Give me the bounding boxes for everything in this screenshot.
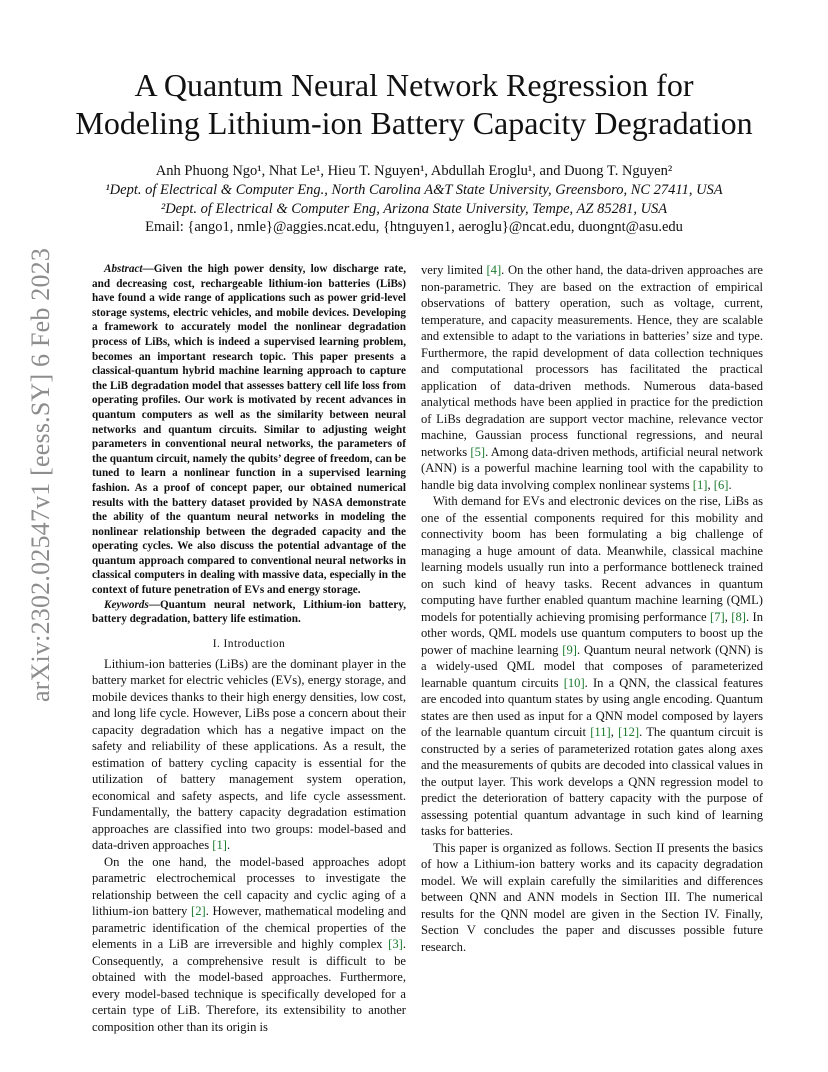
keywords-text: —Quantum neural network, Lithium-ion battery, battery degradation, battery life estimation.	[92, 598, 406, 626]
paragraph-text: ,	[724, 609, 732, 624]
citation-link[interactable]: [6]	[713, 477, 729, 492]
citation-link[interactable]: [11]	[590, 725, 611, 739]
paragraph-text: On the one hand, the model-based approaches adopt parametric electrochemical processes to investigate the relationship between the cell capacity and cyclic aging of a lithium-ion battery	[92, 854, 406, 919]
paragraph-text: This paper is organized as follows. Section II presents the basics of how a Lithium-ion battery works and its capacity degradation model. We will explain carefully the similarities and differences between QNN and ANN models in Section III. The numerical results for the QNN model are given in the Section IV. Finally, Section V concludes the paper and discusses possible future research.	[421, 840, 763, 954]
paragraph-text: .	[226, 838, 231, 853]
citation-link[interactable]: [7]	[710, 609, 725, 624]
title-line-1: A Quantum Neural Network Regression for	[134, 67, 694, 103]
paragraph	[421, 493, 763, 840]
citation-link[interactable]: [10]	[563, 675, 585, 690]
arxiv-id: arXiv:2302.02547v1 [eess.SY] 6 Feb 2023	[26, 247, 55, 703]
paragraph	[421, 840, 763, 956]
citation-link[interactable]: [2]	[191, 904, 206, 919]
paragraph-text: .	[728, 477, 732, 492]
section-heading-introduction: I. Introduction	[212, 637, 286, 650]
paragraph-text: . Among data-driven methods, artificial neural network (ANN) is a powerful machine learning tool with the capability to handle big data involving complex nonlinear systems	[421, 444, 763, 492]
paragraph-text: . In other words, QML models use quantum computers to boost up the power of machine learning	[421, 609, 763, 657]
paragraph-text: ,	[707, 477, 714, 492]
paragraph-text: . However, mathematical modeling and parametric identification of the chemical properties of the elements in a LiB are irreversible and highly complex	[92, 904, 406, 952]
paragraph-text: . The quantum circuit is constructed by a series of parameterized rotation gates along axes and the measurements of qubits are decoded into classical values in the output layer. This work develops a QNN regression model to predict the deterioration of battery capacity with the purpose of assessing potential quantum advantage in such kind of learning tasks for batteries.	[421, 725, 763, 838]
abstract	[92, 262, 406, 598]
paragraph-text: With demand for EVs and electronic devices on the rise, LiBs as one of the essential components required for this mobility and connectivity boom has been formulating a big challenge of managing a huge amount of data. Meanwhile, classical machine learning models usually run into a performance bottleneck trained on such kind of heavy tasks. Recent advances in quantum computing have further enabled quantum machine learning (QML) models for potentially achieving promising performance	[421, 494, 763, 624]
paragraph-text: very limited	[421, 263, 487, 277]
paragraph-text: . In a QNN, the classical features are encoded into quantum states by using angle encoding. Quantum states are then used as input for a QNN model composed by layers of the learnable quantum circuit	[421, 675, 764, 739]
paragraph	[92, 854, 406, 1036]
paper-title	[40, 66, 788, 142]
keywords-label: Keywords	[104, 598, 149, 611]
affiliation-1: ¹Dept. of Electrical & Computer Eng., North Carolina A&T State University, Greensboro, NC 27411, USA	[105, 182, 723, 198]
citation-link[interactable]: [12]	[618, 725, 640, 739]
left-body-text	[92, 656, 406, 1036]
paragraph-text: Lithium-ion batteries (LiBs) are the dominant player in the battery market for electric vehicles (EVs), energy storage, and mobile devices thanks to their high energy densities, low cost, and long life cycle. However, LiBs pose a concern about their capacity degradation which has a negative impact on the safety and reliability of these applications. As a result, the estimation of battery cycling capacity is essential for the utilization of battery management system operation, economical and safety aspects, and life cycle assessment. Fundamentally, the battery capacity degradation estimation approaches are classified into two groups: model-based and data-driven approaches	[92, 656, 406, 853]
citation-link[interactable]: [5]	[470, 444, 486, 459]
author-list: Anh Phuong Ngo¹, Nhat Le¹, Hieu T. Nguyen¹, Abdullah Eroglu¹, and Duong T. Nguyen²	[155, 163, 673, 179]
author-emails: Email: {ango1, nmle}@aggies.ncat.edu, {htnguyen1, aeroglu}@ncat.edu, duongnt@asu.edu	[145, 219, 683, 235]
right-body-text	[421, 262, 763, 955]
paragraph-text: . On the other hand, the data-driven approaches are non-parametric. They are based on the extraction of empirical observations of battery operation, such as voltage, current, temperature, and capacity measurements. Hence, they are scalable and extensible to adapt to the variations in batteries’ size and type. Furthermore, the rapid development of data collection techniques and computational processors has facilitated the practical application of data-driven methods. Numerous data-based analytical methods have been applied in practice for the prediction of LiBs degradation are support vector machine, relevance vector machine, Gaussian process functional regressions, and neural networks	[421, 263, 763, 459]
citation-link[interactable]: [4]	[486, 263, 502, 277]
paragraph	[92, 656, 406, 854]
abstract-label: Abstract	[104, 263, 143, 275]
paragraph	[421, 262, 763, 493]
citation-link[interactable]: [1]	[692, 477, 708, 492]
paragraph-text: ,	[610, 725, 619, 739]
citation-link[interactable]: [3]	[388, 937, 403, 952]
citation-link[interactable]: [8]	[731, 609, 746, 624]
paragraph-text: . Consequently, a comprehensive result is difficult to be obtained with the model-based approaches. Furthermore, every model-based technique is specifically developed for a certain type of LiB. Therefore, its extensibility to another composition other than its origin is	[92, 937, 406, 1034]
citation-link[interactable]: [9]	[562, 642, 577, 657]
right-column	[421, 262, 763, 955]
left-column	[92, 262, 406, 1035]
citation-link[interactable]: [1]	[212, 838, 227, 853]
affiliation-2: ²Dept. of Electrical & Computer Eng, Arizona State University, Tempe, AZ 85281, USA	[160, 201, 668, 217]
arxiv-watermark	[21, 247, 61, 703]
title-line-2: Modeling Lithium-ion Battery Capacity Degradation	[75, 105, 753, 141]
paragraph-text: . Quantum neural network (QNN) is a widely-used QML model that composes of parameterized learnable quantum circuits	[421, 642, 763, 690]
abstract-text: —Given the high power density, low discharge rate, and decreasing cost, rechargeable lithium-ion batteries (LiBs) have found a wide range of applications such as power grid-level storage systems, electric vehicles, and mobile devices. Developing a framework to accurately model the nonlinear degradation process of LiBs, which is indeed a supervised learning problem, becomes an important research topic. This paper presents a classical-quantum hybrid machine learning approach to capture the LiB degradation model that assesses battery cell life loss from operating profiles. Our work is motivated by recent advances in quantum computers as well as the similarity between neural networks and quantum circuits. Similar to adjusting weight parameters in conventional neural networks, the parameters of the quantum circuit, namely the qubits’ degree of freedom, can be tuned to learn a nonlinear function in a supervised learning fashion. As a proof of concept paper, our obtained numerical results with the battery dataset provided by NASA demonstrate the ability of the quantum neural networks in modeling the nonlinear relationship between the degraded capacity and the operating cycles. We also discuss the potential advantage of the quantum approach compared to conventional neural networks in classical computers in dealing with massive data, especially in the context of future penetration of EVs and energy storage.	[92, 263, 406, 597]
keywords	[92, 598, 406, 627]
